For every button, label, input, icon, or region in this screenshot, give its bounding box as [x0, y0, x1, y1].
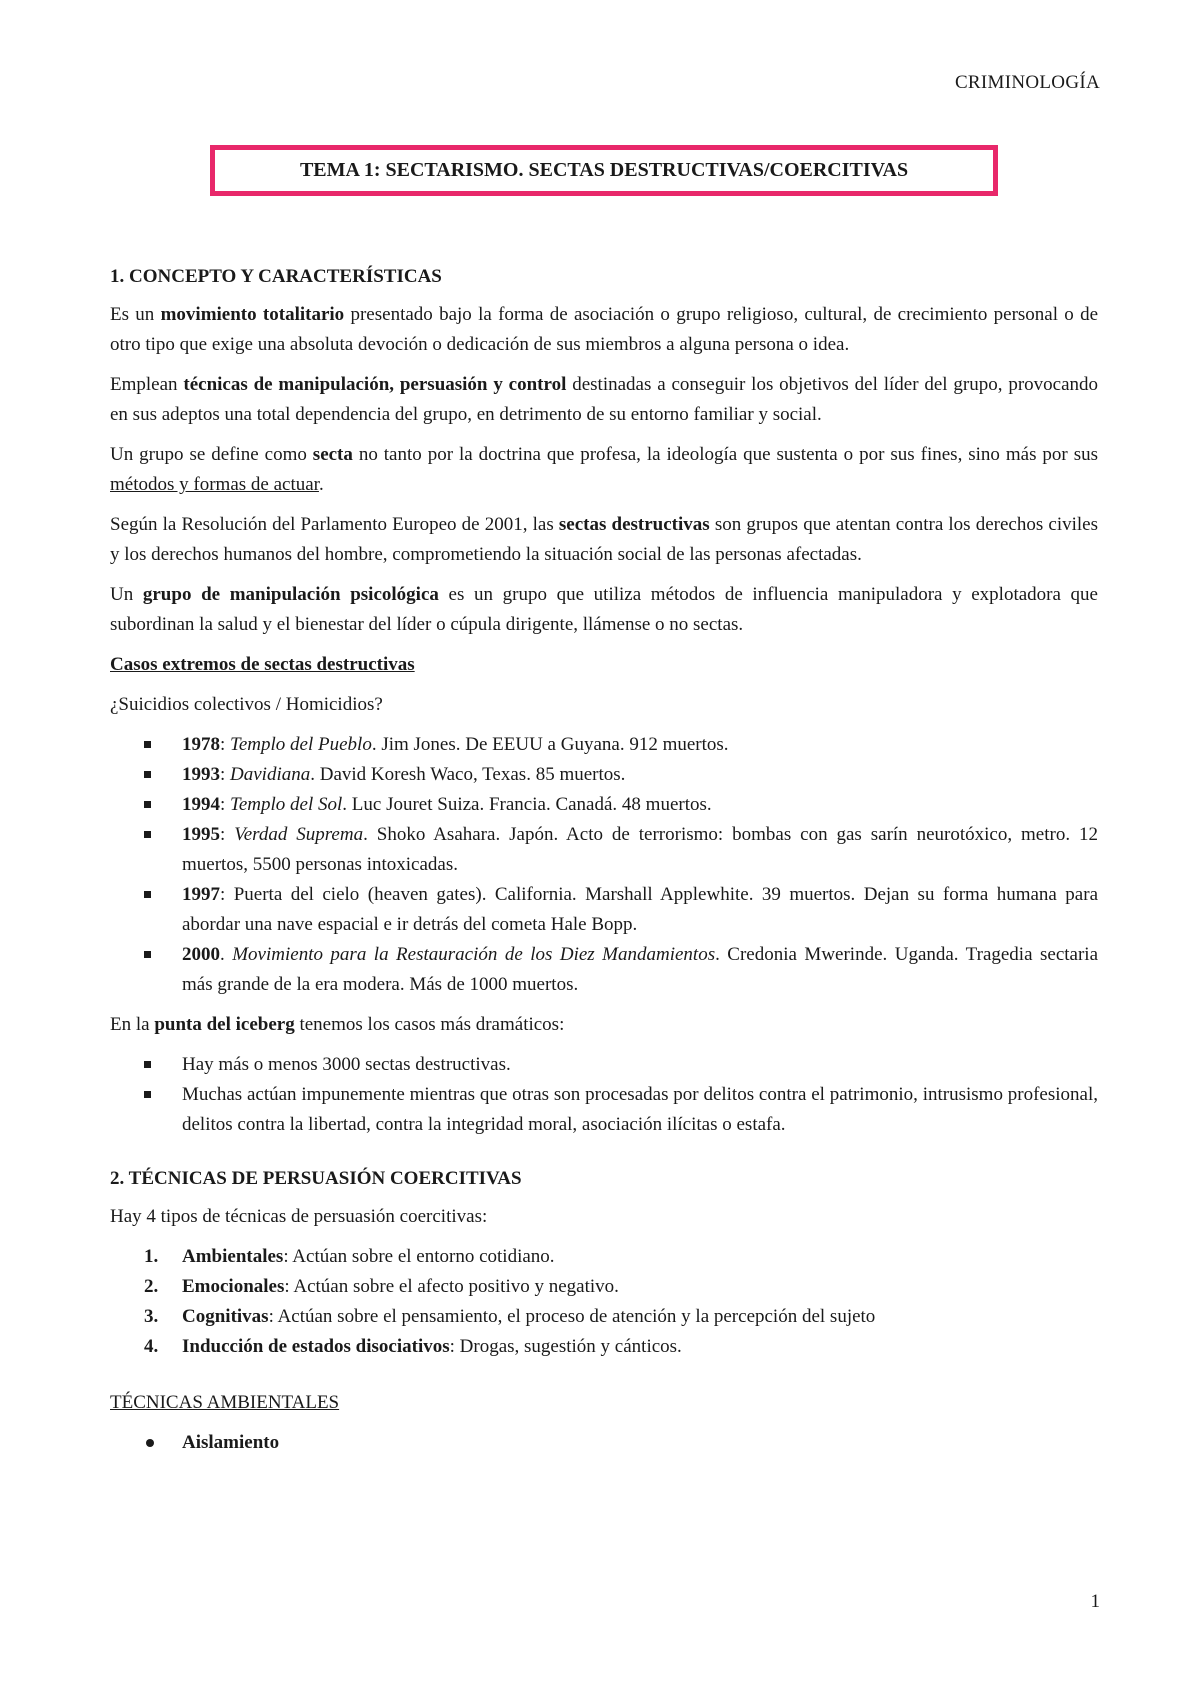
list-item: 2000. Movimiento para la Restauración de los Diez Mandamientos. Credonia Mwerinde. Uganda. Tragedia sectaria más grande de la era modera. Más de 1000 muertos. — [182, 940, 1098, 1000]
section-2-intro: Hay 4 tipos de técnicas de persuasión coercitivas: — [110, 1206, 488, 1227]
casos-question: ¿Suicidios colectivos / Homicidios? — [110, 694, 383, 715]
page-number: 1 — [1090, 1591, 1100, 1612]
paragraph-2: Emplean técnicas de manipulación, persuasión y control destinadas a conseguir los objetivos del líder del grupo, provocando en sus adeptos una total dependencia del grupo, en detrimento de su entorno familiar y social. — [110, 374, 1099, 425]
list-item: 1997: Puerta del cielo (heaven gates). California. Marshall Applewhite. 39 muertos. Dejan su forma humana para abordar una nave espacial e ir detrás del cometa Hale Bopp. — [182, 880, 1098, 940]
list-item: Muchas actúan impunemente mientras que otras son procesadas por delitos contra el patrimonio, intrusismo profesional, delitos contra la libertad, contra la integridad moral, asociación ilícitas o estafa. — [182, 1080, 1098, 1140]
document-body — [110, 262, 1098, 1458]
paragraph-4: Según la Resolución del Parlamento Europeo de 2001, las sectas destructivas son grupos que atentan contra los derechos civiles y los derechos humanos del hombre, comprometiendo la situación social de las personas afectadas. — [110, 514, 1098, 565]
cases-list — [110, 730, 1098, 1000]
iceberg-paragraph: En la punta del iceberg tenemos los casos más dramáticos: — [110, 1014, 565, 1035]
paragraph-5: Un grupo de manipulación psicológica es un grupo que utiliza métodos de influencia manipuladora y explotadora que subordinan la salud y el bienestar del líder o cúpula dirigente, llámense o no sectas. — [110, 584, 1098, 635]
list-item: 1978: Templo del Pueblo. Jim Jones. De EEUU a Guyana. 912 muertos. — [182, 730, 1098, 760]
ambientales-list — [110, 1428, 1098, 1458]
page-header: CRIMINOLOGÍA — [954, 72, 1100, 93]
list-item: 3. Cognitivas: Actúan sobre el pensamiento, el proceso de atención y la percepción del sujeto — [144, 1306, 876, 1327]
list-item: 2. Emocionales: Actúan sobre el afecto positivo y negativo. — [144, 1276, 619, 1297]
section-1-heading: 1. CONCEPTO Y CARACTERÍSTICAS — [110, 266, 442, 287]
list-item: 4. Inducción de estados disociativos: Drogas, sugestión y cánticos. — [144, 1336, 682, 1357]
section-2-heading: 2. TÉCNICAS DE PERSUASIÓN COERCITIVAS — [110, 1168, 522, 1189]
list-item: Hay más o menos 3000 sectas destructivas. — [182, 1050, 1098, 1080]
list-item: 1994: Templo del Sol. Luc Jouret Suiza. Francia. Canadá. 48 muertos. — [182, 790, 1098, 820]
paragraph-1: Es un movimiento totalitario presentado bajo la forma de asociación o grupo religioso, cultural, de crecimiento personal o de otro tipo que exige una absoluta devoción o dedicación de sus miembros a alguna persona o idea. — [110, 304, 1099, 355]
tecnicas-ambientales-subtitle: TÉCNICAS AMBIENTALES — [110, 1392, 340, 1413]
casos-subtitle: Casos extremos de sectas destructivas — [110, 654, 415, 675]
paragraph-3: Un grupo se define como secta no tanto por la doctrina que profesa, la ideología que sustenta o por sus fines, sino más por sus métodos y formas de actuar. — [110, 444, 1098, 495]
document-title: TEMA 1: SECTARISMO. SECTAS DESTRUCTIVAS/COERCITIVAS — [210, 145, 998, 196]
iceberg-list — [110, 1050, 1098, 1140]
list-item: Aislamiento — [182, 1428, 1098, 1458]
list-item: 1995: Verdad Suprema. Shoko Asahara. Japón. Acto de terrorismo: bombas con gas sarín neurotóxico, metro. 12 muertos, 5500 personas intoxicadas. — [182, 820, 1098, 880]
list-item: 1. Ambientales: Actúan sobre el entorno cotidiano. — [144, 1246, 555, 1267]
techniques-list — [110, 1242, 1098, 1362]
list-item: 1993: Davidiana. David Koresh Waco, Texas. 85 muertos. — [182, 760, 1098, 790]
